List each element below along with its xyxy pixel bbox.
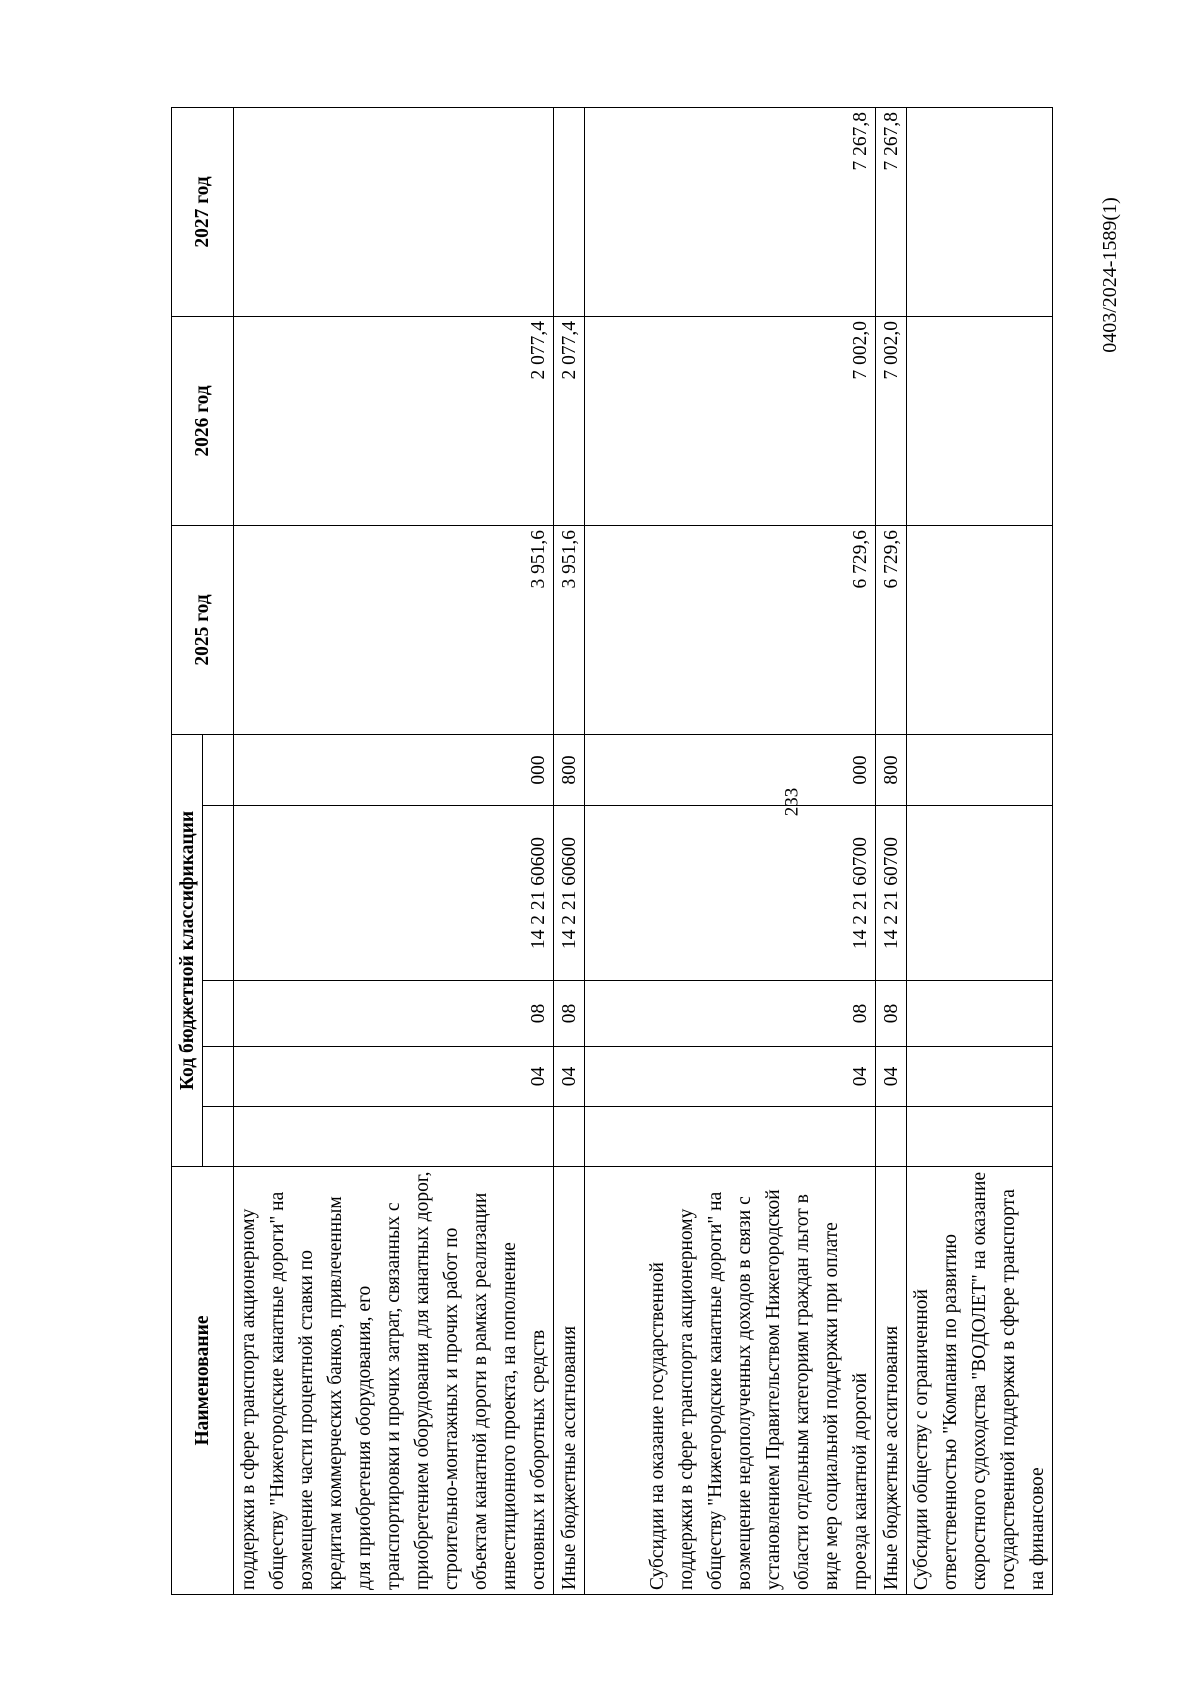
cell-code-3: 14 2 21 60600 <box>234 806 554 981</box>
cell-code-4 <box>907 734 1053 805</box>
cell-2026: 2 077,4 <box>234 316 554 525</box>
cell-2027 <box>554 107 585 316</box>
cell-code-0 <box>234 1107 554 1167</box>
cell-code-1 <box>907 1047 1053 1107</box>
header-code: Код бюджетной классификации <box>172 734 203 1166</box>
header-2027: 2027 год <box>172 107 234 316</box>
cell-code-4: 000 <box>234 734 554 805</box>
page-number: 233 <box>781 787 803 817</box>
cell-code-4: 800 <box>554 734 585 805</box>
cell-2025: 6 729,6 <box>876 525 907 734</box>
cell-code-0 <box>585 1107 876 1167</box>
table-row <box>234 107 554 1594</box>
cell-code-3: 14 2 21 60600 <box>554 806 585 981</box>
cell-2025 <box>907 525 1053 734</box>
cell-code-3: 14 2 21 60700 <box>585 806 876 981</box>
cell-2026: 7 002,0 <box>585 316 876 525</box>
cell-code-2: 08 <box>234 981 554 1047</box>
document-code: 0403/2024-1589(1) <box>1099 197 1121 353</box>
cell-code-3 <box>907 806 1053 981</box>
budget-table-wrapper <box>171 108 1048 1595</box>
budget-table <box>171 107 1053 1595</box>
cell-2027: 7 267,8 <box>585 107 876 316</box>
table-row <box>585 107 876 1594</box>
cell-2027 <box>234 107 554 316</box>
cell-code-2 <box>907 981 1053 1047</box>
subheader-cell <box>203 1107 234 1167</box>
header-name: Наименование <box>172 1167 234 1595</box>
cell-code-1: 04 <box>585 1047 876 1107</box>
cell-2027: 7 267,8 <box>876 107 907 316</box>
cell-name: Иные бюджетные ассигнования <box>554 1167 585 1595</box>
cell-code-1: 04 <box>234 1047 554 1107</box>
cell-2027 <box>907 107 1053 316</box>
table-row <box>876 107 907 1594</box>
cell-code-0 <box>876 1107 907 1167</box>
table-row <box>907 107 1053 1594</box>
cell-code-0 <box>554 1107 585 1167</box>
cell-2026: 2 077,4 <box>554 316 585 525</box>
cell-code-1: 04 <box>876 1047 907 1107</box>
cell-name: поддержки в сфере транспорта акционерному обществу "Нижегородские канатные дороги" на возмещение части процентной ставки по кредитам коммерческих банков, привлеченным для приобретения оборудования, его транспортировки и прочих затрат, связанных с приобретением оборудования для канатных дорог, строительно-монтажных и прочих работ по объектам канатной дороги в рамках реализации инвестиционного проекта, на пополнение основных и оборотных средств <box>234 1167 554 1595</box>
subheader-cell <box>203 1047 234 1107</box>
cell-code-0 <box>907 1107 1053 1167</box>
table-header-row <box>172 107 203 1594</box>
header-2026: 2026 год <box>172 316 234 525</box>
header-2025: 2025 год <box>172 525 234 734</box>
cell-2025: 3 951,6 <box>234 525 554 734</box>
cell-name: Иные бюджетные ассигнования <box>876 1167 907 1595</box>
cell-code-4: 800 <box>876 734 907 805</box>
cell-2026 <box>907 316 1053 525</box>
subheader-cell <box>203 734 234 805</box>
cell-name: Субсидии на оказание государственной поддержки в сфере транспорта акционерному обществу "Нижегородские канатные дороги" на возмещение недополученных доходов в связи с установлением Правительством Нижегородской области отдельным категориям граждан льгот в виде мер социальной поддержки при оплате проезда канатной дорогой <box>585 1167 876 1595</box>
cell-code-3: 14 2 21 60700 <box>876 806 907 981</box>
cell-code-1: 04 <box>554 1047 585 1107</box>
cell-2025: 3 951,6 <box>554 525 585 734</box>
cell-2026: 7 002,0 <box>876 316 907 525</box>
subheader-cell <box>203 981 234 1047</box>
table-row <box>554 107 585 1594</box>
subheader-cell <box>203 806 234 981</box>
cell-2025: 6 729,6 <box>585 525 876 734</box>
cell-code-4: 000 <box>585 734 876 805</box>
cell-code-2: 08 <box>585 981 876 1047</box>
cell-name: Субсидии обществу с ограниченной ответственностью "Компания по развитию скоростного судоходства "ВОДОЛЕТ" на оказание государственной поддержки в сфере транспорта на финансовое <box>907 1167 1053 1595</box>
cell-code-2: 08 <box>876 981 907 1047</box>
cell-code-2: 08 <box>554 981 585 1047</box>
